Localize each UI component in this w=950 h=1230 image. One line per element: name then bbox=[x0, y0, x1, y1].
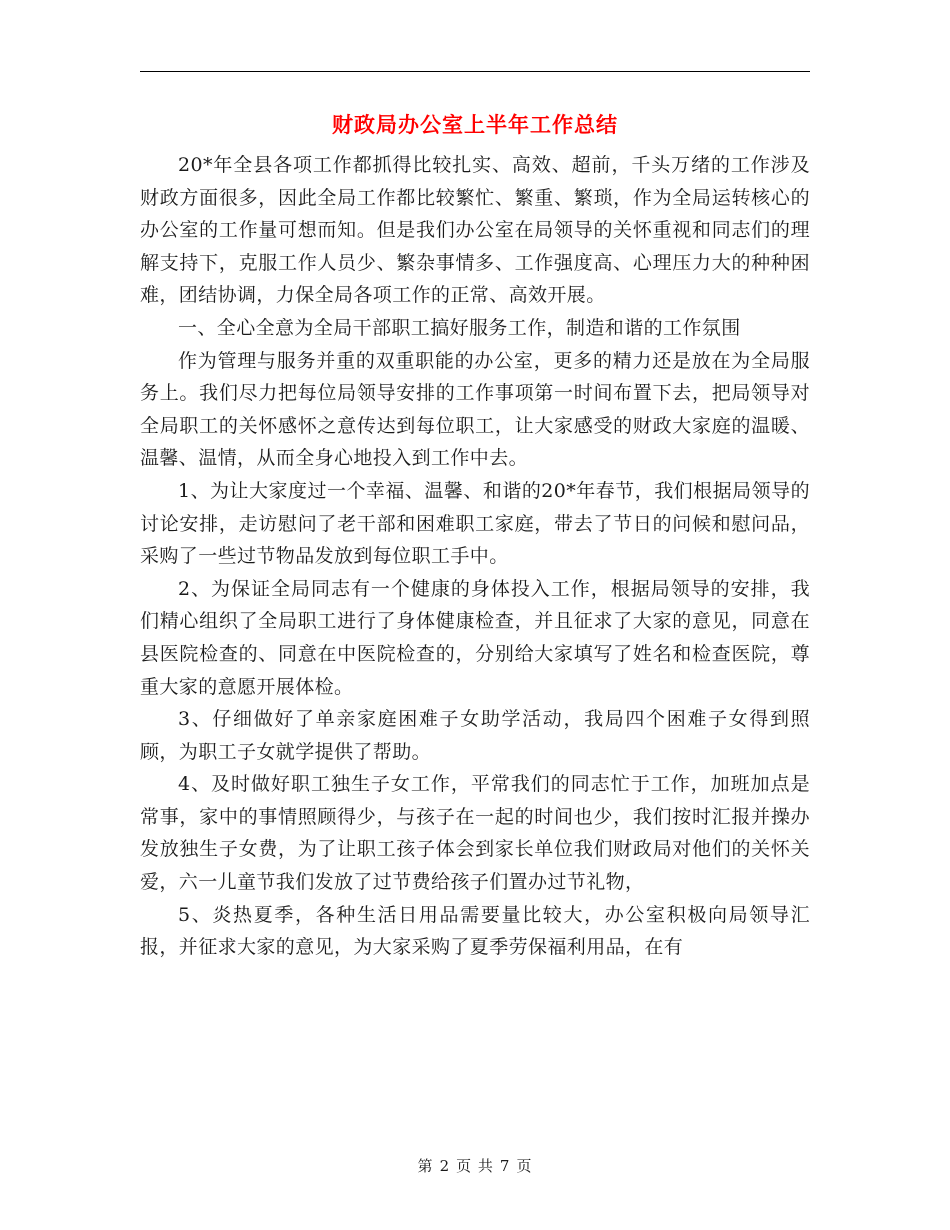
header-rule bbox=[140, 71, 810, 72]
paragraph-intro: 20*年全县各项工作都抓得比较扎实、高效、超前，千头万绪的工作涉及财政方面很多，因此全局工作都比较繁忙、繁重、繁琐，作为全局运转核心的办公室的工作量可想而知。但是我们办公室在局领导的关怀重视和同志们的理解支持下，克服工作人员少、繁杂事情多、工作强度高、心理压力大的种种困难，团结协调，力保全局各项工作的正常、高效开展。 bbox=[140, 154, 810, 307]
paragraph-item-2: 2、为保证全局同志有一个健康的身体投入工作，根据局领导的安排，我们精心组织了全局职工进行了身体健康检查，并且征求了大家的意见，同意在县医院检查的、同意在中医院检查的，分别给大家填写了姓名和检查医院，尊重大家的意愿开展体检。 bbox=[140, 577, 810, 698]
paragraph-item-1: 1、为让大家度过一个幸福、温馨、和谐的20*年春节，我们根据局领导的讨论安排，走访慰问了老干部和困难职工家庭，带去了节日的问候和慰问品，采购了一些过节物品发放到每位职工手中。 bbox=[140, 479, 810, 568]
paragraph-item-4: 4、及时做好职工独生子女工作，平常我们的同志忙于工作，加班加点是常事，家中的事情照顾得少，与孩子在一起的时间也少，我们按时汇报并操办发放独生子女费，为了让职工孩子体会到家长单位我们财政局对他们的关怀关爱，六一儿童节我们发放了过节费给孩子们置办过节礼物， bbox=[140, 773, 810, 894]
paragraph-service: 作为管理与服务并重的双重职能的办公室，更多的精力还是放在为全局服务上。我们尽力把每位局领导安排的工作事项第一时间布置下去，把局领导对全局职工的关怀感怀之意传达到每位职工，让大家感受的财政大家庭的温暖、温馨、温情，从而全身心地投入到工作中去。 bbox=[140, 349, 810, 470]
document-title: 财政局办公室上半年工作总结 bbox=[332, 112, 618, 137]
paragraph-item-3: 3、仔细做好了单亲家庭困难子女助学活动，我局四个困难子女得到照顾，为职工子女就学提供了帮助。 bbox=[140, 708, 810, 763]
page-suffix: 页 bbox=[516, 1157, 533, 1175]
paragraph-item-5: 5、炎热夏季，各种生活日用品需要量比较大，办公室积极向局领导汇报，并征求大家的意见，为大家采购了夏季劳保福利用品，在有 bbox=[140, 903, 810, 959]
page-prefix: 第 bbox=[417, 1157, 434, 1175]
document-body bbox=[140, 149, 810, 964]
page-mid: 页 共 bbox=[456, 1157, 494, 1175]
section-heading-1: 一、全心全意为全局干部职工搞好服务工作，制造和谐的工作氛围 bbox=[178, 316, 741, 339]
page-current: 2 bbox=[439, 1157, 451, 1175]
page-footer bbox=[0, 1155, 950, 1176]
page-total: 7 bbox=[499, 1157, 511, 1175]
